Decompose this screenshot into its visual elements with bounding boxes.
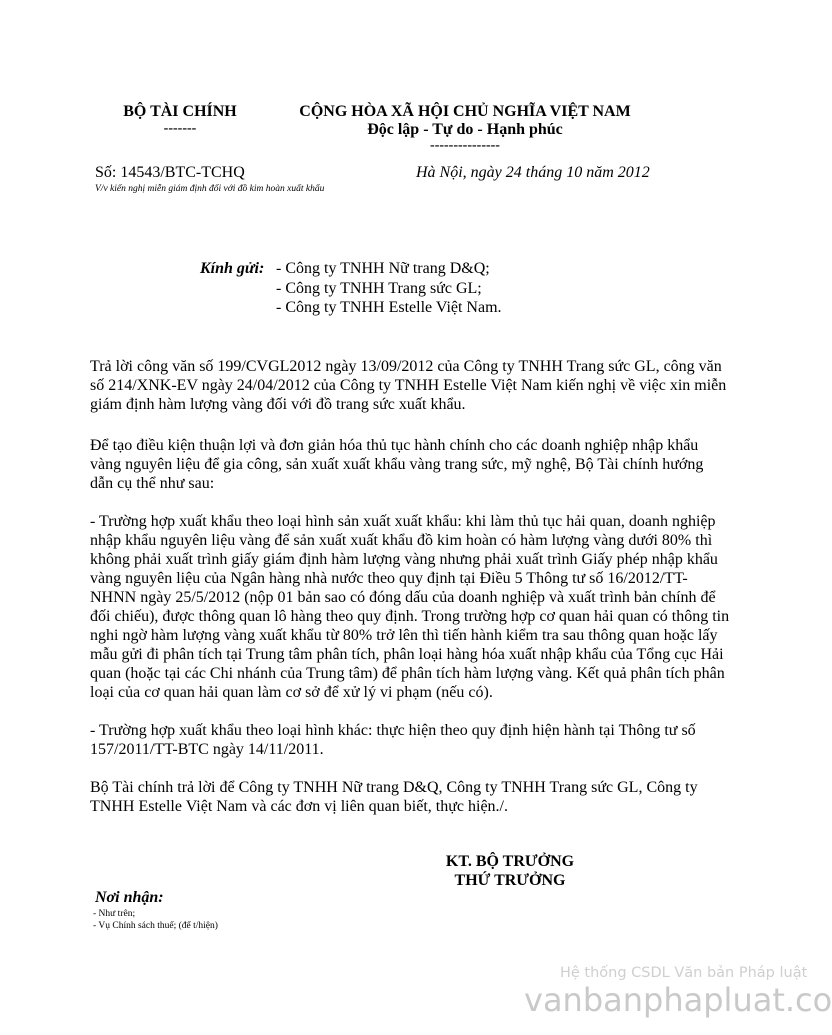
body-paragraph: Bộ Tài chính trả lời để Công ty TNHH Nữ trang D&Q, Công ty TNHH Trang sức GL, Công ty TNHH Estelle Việt Nam và các đơn vị liên quan biết, thực hiện./.: [90, 779, 698, 815]
agency-name: BỘ TÀI CHÍNH: [123, 103, 237, 120]
body-paragraph: - Trường hợp xuất khẩu theo loại hình khác: thực hiện theo quy định hiện hành tại Thông tư số 157/2011/TT-BTC ngày 14/11/2011.: [90, 722, 696, 758]
addressee-item: - Công ty TNHH Nữ trang D&Q;: [276, 260, 490, 277]
addressee-label: Kính gửi:: [200, 260, 265, 277]
recipients-footer-list: [93, 908, 218, 932]
motto: Độc lập - Tự do - Hạnh phúc: [367, 121, 563, 138]
addressee-item: - Công ty TNHH Trang sức GL;: [276, 279, 482, 297]
watermark-caption: Hệ thống CSDL Văn bản Pháp luật: [560, 965, 808, 981]
body-paragraph: - Trường hợp xuất khẩu theo loại hình sản xuất xuất khẩu: khi làm thủ tục hải quan, doanh nghiệp nhập khẩu nguyên liệu vàng để sản xuất xuất khẩu đồ kim hoàn có hàm lượng vàng dưới 80% thì không phải xuất trình giấy giám định hàm lượng vàng nhưng phải xuất trình Giấy phép nhập khẩu vàng nguyên liệu của Ngân hàng nhà nước theo quy định tại Điều 5 Thông tư số 16/2012/TT-NHNN ngày 25/5/2012 (nộp 01 bản sao có đóng dấu của doanh nghiệp và xuất trình bản chính để đối chiếu), được thông quan lô hàng theo quy định. Trong trường hợp cơ quan hải quan có thông tin nghi ngờ hàm lượng vàng xuất khẩu từ 80% trở lên thì tiến hành kiểm tra sau thông quan hoặc lấy mẫu gửi đi phân tích tại Trung tâm phân tích, phân loại hàng hóa xuất nhập khẩu của Tổng cục Hải quan (hoặc tại các Chi nhánh của Trung tâm) để phân tích hàm lượng vàng. Kết quả phân tích phân loại của cơ quan hải quan làm cơ sở để xử lý vi phạm (nếu có).: [90, 513, 730, 701]
signer-position: THỨ TRƯỞNG: [454, 872, 566, 889]
addressee-item: - Công ty TNHH Estelle Việt Nam.: [276, 299, 502, 316]
addressee-list: [276, 259, 502, 318]
recipients-footer-item: - Vụ Chính sách thuế; (để t/hiện): [93, 921, 218, 931]
national-title: CỘNG HÒA XÃ HỘI CHỦ NGHĨA VIỆT NAM: [299, 103, 631, 120]
signer-title: KT. BỘ TRƯỞNG: [445, 853, 575, 870]
document-number: Số: 14543/BTC-TCHQ: [95, 164, 245, 181]
document-subject: V/v kiến nghị miễn giám định đối với đồ kim hoàn xuất khẩu: [95, 184, 325, 194]
agency-separator: -------: [163, 121, 197, 136]
watermark-site: vanbanphapluat.co: [524, 981, 832, 1019]
document-date: Hà Nội, ngày 24 tháng 10 năm 2012: [416, 164, 650, 181]
recipients-footer-label: Nơi nhận:: [95, 889, 164, 906]
body-paragraph: Để tạo điều kiện thuận lợi và đơn giản hóa thủ tục hành chính cho các doanh nghiệp nhập khẩu vàng nguyên liệu để gia công, sản xuất xuất khẩu vàng trang sức, mỹ nghệ, Bộ Tài chính hướng dẫn cụ thể như sau:: [90, 437, 704, 492]
signature-block: [420, 852, 600, 890]
body-paragraph: Trả lời công văn số 199/CVGL2012 ngày 13/09/2012 của Công ty TNHH Trang sức GL, công văn số 214/XNK-EV ngày 24/04/2012 của Công ty TNHH Estelle Việt Nam kiến nghị về việc xin miễn giám định hàm lượng vàng đối với đồ trang sức xuất khẩu.: [90, 358, 727, 413]
motto-separator: ---------------: [430, 138, 500, 153]
document-body: [90, 357, 730, 835]
recipients-footer-item: - Như trên;: [93, 909, 136, 919]
